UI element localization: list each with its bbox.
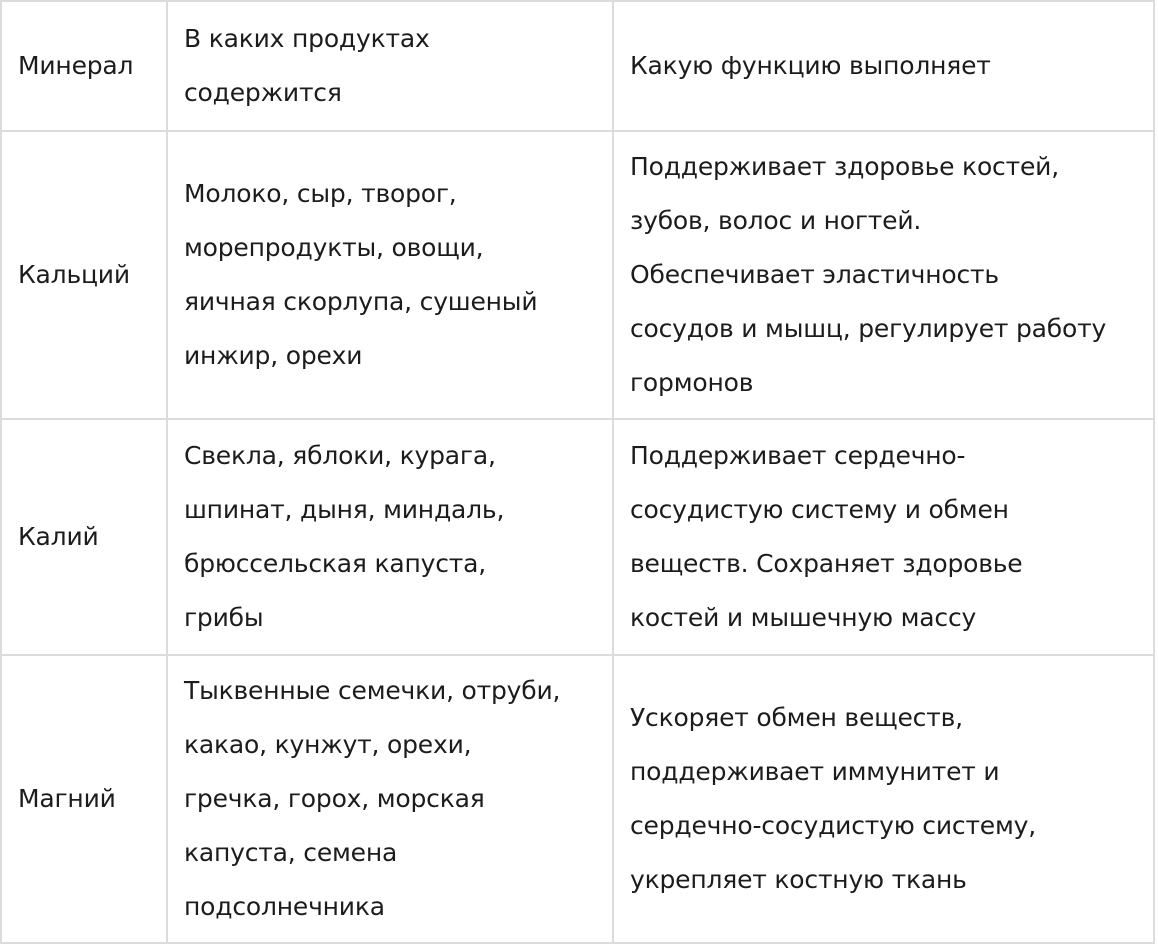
header-foods-line: содержится xyxy=(184,78,342,107)
cell-line: укрепляет костную ткань xyxy=(630,865,967,894)
cell-line: костей и мышечную массу xyxy=(630,603,977,632)
cell-line: грибы xyxy=(184,603,264,632)
cell-line: капуста, семена xyxy=(184,838,398,867)
table-row xyxy=(1,131,1154,419)
cell-line: поддерживает иммунитет и xyxy=(630,757,1000,786)
cell-function xyxy=(613,655,1154,943)
cell-foods xyxy=(167,655,613,943)
cell-line: сосудов и мышц, регулирует работу xyxy=(630,314,1107,343)
cell-line: Молоко, сыр, творог, xyxy=(184,179,457,208)
table-header-row xyxy=(1,1,1154,131)
cell-mineral: Магний xyxy=(1,655,167,943)
cell-mineral: Кальций xyxy=(1,131,167,419)
cell-line: гречка, горох, морская xyxy=(184,784,485,813)
cell-line: какао, кунжут, орехи, xyxy=(184,730,472,759)
cell-mineral: Калий xyxy=(1,419,167,655)
cell-function xyxy=(613,131,1154,419)
cell-line: гормонов xyxy=(630,368,754,397)
cell-line: шпинат, дыня, миндаль, xyxy=(184,495,505,524)
table-row xyxy=(1,655,1154,943)
cell-foods xyxy=(167,131,613,419)
header-function: Какую функцию выполняет xyxy=(613,1,1154,131)
cell-line: Ускоряет обмен веществ, xyxy=(630,703,963,732)
cell-line: Поддерживает сердечно- xyxy=(630,441,966,470)
cell-line: морепродукты, овощи, xyxy=(184,233,484,262)
cell-foods xyxy=(167,419,613,655)
cell-line: зубов, волос и ногтей. xyxy=(630,206,922,235)
cell-line: Свекла, яблоки, курага, xyxy=(184,441,496,470)
cell-line: инжир, орехи xyxy=(184,341,363,370)
cell-line: яичная скорлупа, сушеный xyxy=(184,287,538,316)
header-mineral: Минерал xyxy=(1,1,167,131)
cell-line: подсолнечника xyxy=(184,892,385,921)
cell-line: Поддерживает здоровье костей, xyxy=(630,152,1059,181)
cell-line: веществ. Сохраняет здоровье xyxy=(630,549,1023,578)
cell-line: сосудистую систему и обмен xyxy=(630,495,1009,524)
cell-function xyxy=(613,419,1154,655)
cell-line: сердечно-сосудистую систему, xyxy=(630,811,1036,840)
cell-line: брюссельская капуста, xyxy=(184,549,487,578)
cell-line: Обеспечивает эластичность xyxy=(630,260,999,289)
header-foods xyxy=(167,1,613,131)
cell-line: Тыквенные семечки, отруби, xyxy=(184,676,561,705)
table-row xyxy=(1,419,1154,655)
header-foods-line: В каких продуктах xyxy=(184,24,430,53)
